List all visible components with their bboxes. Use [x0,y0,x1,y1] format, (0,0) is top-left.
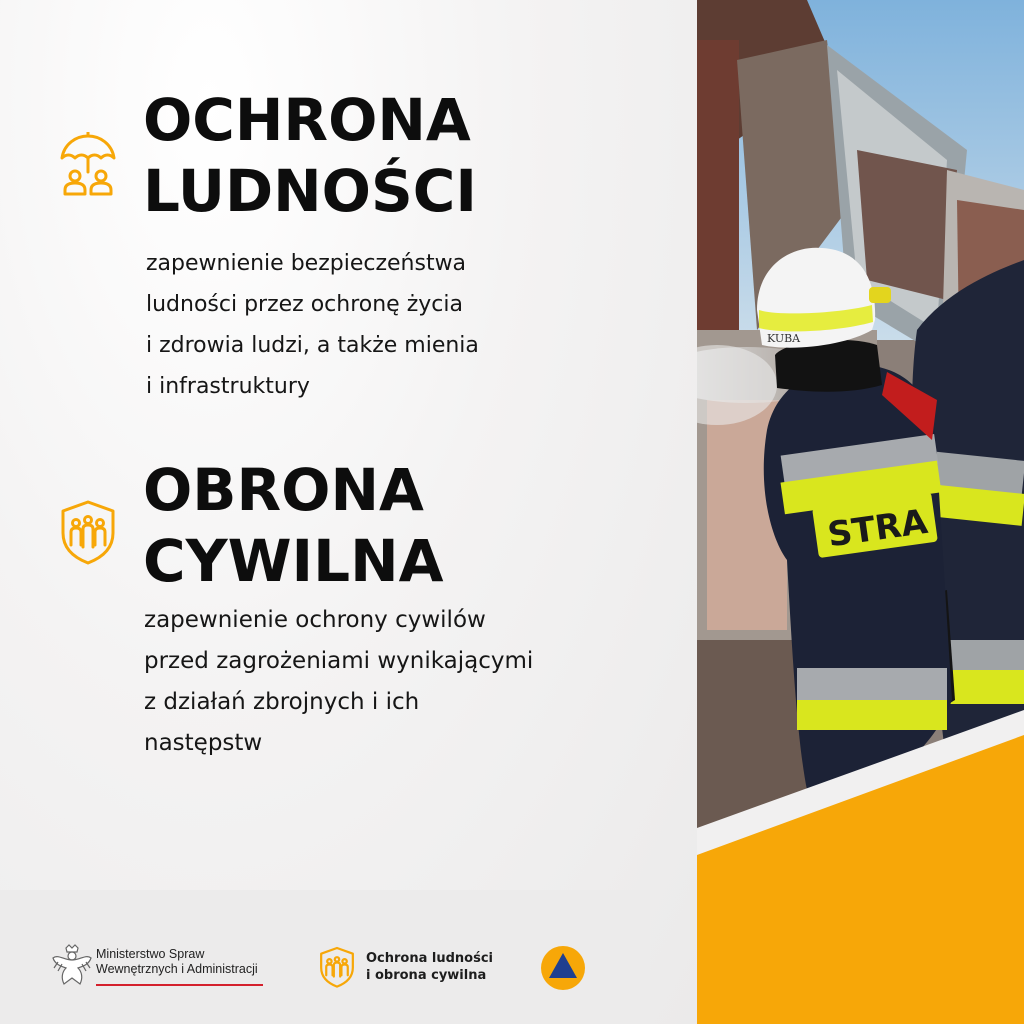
section2-title-line2: CYWILNA [143,527,444,595]
firefighter-photo [697,0,1024,1024]
section2-title [143,455,444,597]
section1-desc-line: zapewnienie bezpieczeństwa [146,251,467,276]
ochrona-ludnosci-text [366,950,493,984]
ol-line2: i obrona cywilna [366,968,487,983]
ol-line1: Ochrona ludności [366,951,494,966]
civil-defence-triangle-icon[interactable] [540,945,586,991]
section2-desc-line: następstw [144,730,263,756]
section1-title [143,85,477,227]
mswia-line2: Wewnętrznych i Administracji [96,962,258,976]
section2-desc-line: zapewnienie ochrony cywilów [144,607,486,633]
mswia-text [96,947,258,977]
section1-description [146,243,479,407]
section2-description [144,600,533,764]
shield-people-icon [58,499,118,565]
section1-title-line1: OCHRONA [143,86,471,154]
section1-desc-line: i infrastruktury [146,374,310,399]
mswia-logo[interactable] [52,944,267,992]
section1-title-line2: LUDNOŚCI [143,157,477,225]
shield-people-icon [318,946,356,988]
mswia-line1: Ministerstwo Spraw [96,947,205,961]
mswia-red-underline [96,984,263,986]
section2-desc-line: przed zagrożeniami wynikającymi [144,648,534,674]
jacket-text: STRA [825,501,931,556]
section2-title-line1: OBRONA [143,456,424,524]
umbrella-people-icon [58,132,118,198]
helmet-text: KUBA [767,332,801,345]
section2-desc-line: z działań zbrojnych i ich [144,689,420,715]
eagle-emblem-icon [52,944,92,988]
section1-desc-line: i zdrowia ludzi, a także mienia [146,333,479,358]
section1-desc-line: ludności przez ochronę życia [146,292,463,317]
ochrona-ludnosci-logo[interactable] [318,946,508,990]
